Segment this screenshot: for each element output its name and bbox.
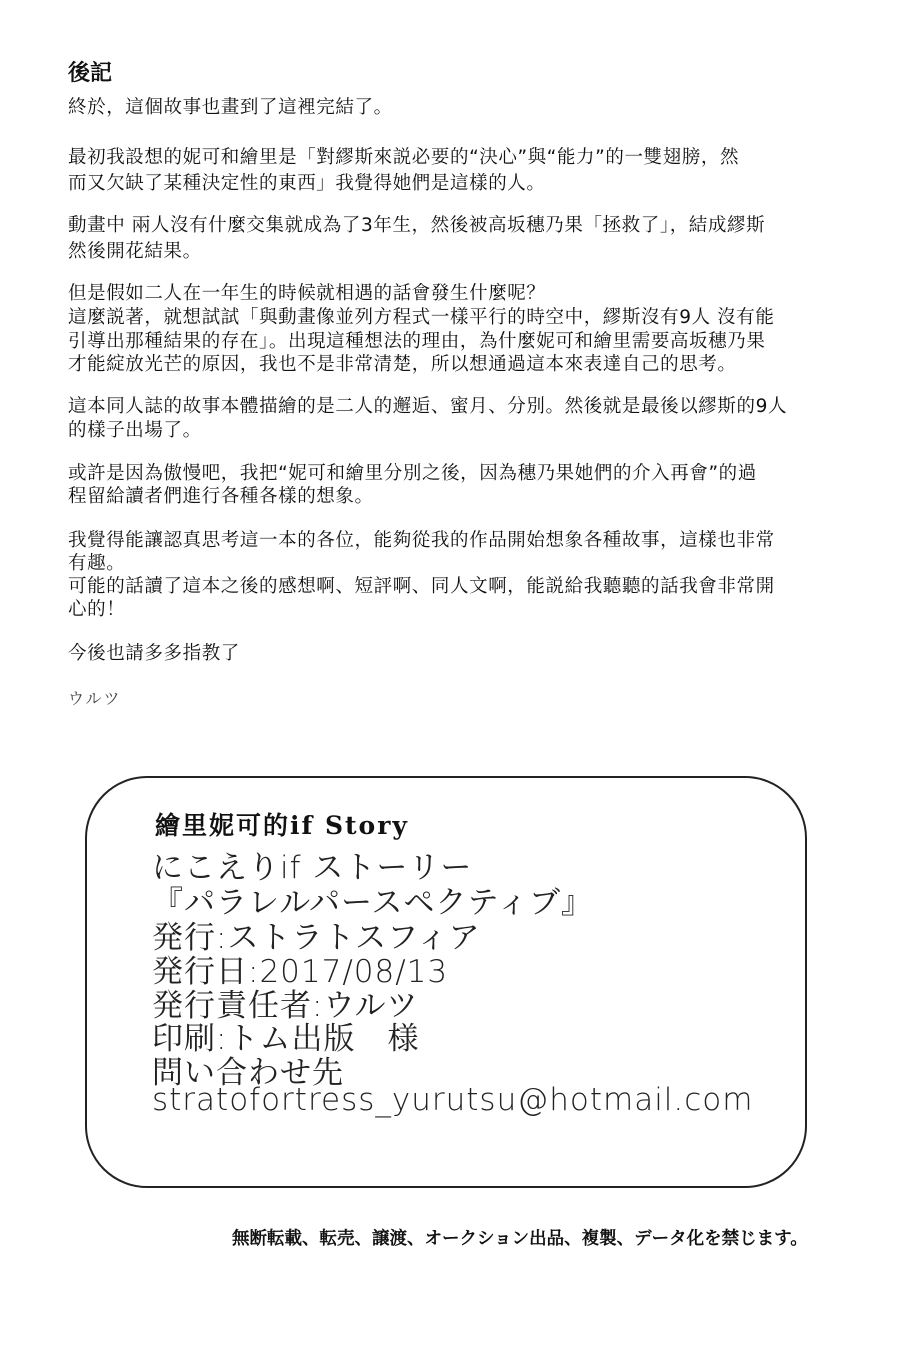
colophon-line: 『パラレルパースペクティブ』 [152, 885, 594, 921]
colophon-line: 発行:ストラトスフィア [152, 920, 481, 956]
body-line: 我覺得能讓認真思考這一本的各位，能夠從我的作品開始想象各種故事，這樣也非常 [68, 530, 775, 551]
colophon-line: 問い合わせ先 [152, 1055, 344, 1091]
body-line: 有趣。 [68, 553, 126, 574]
body-line: 引導出那種結果的存在」。出現這種想法的理由，為什麼妮可和繪里需要高坂穗乃果 [68, 331, 766, 352]
body-line: 程留給讀者們進行各種各樣的想象。 [68, 486, 374, 507]
colophon-line: 印刷:トム出版 様 [152, 1021, 420, 1057]
body-line: 今後也請多多指教了 [68, 643, 240, 664]
body-line: 終於，這個故事也畫到了這裡完結了。 [68, 97, 393, 118]
body-line: 才能綻放光芒的原因，我也不是非常清楚，所以想通過這本來表達自己的思考。 [68, 354, 737, 375]
colophon-title: 繪里妮可的if Story [155, 811, 409, 840]
body-line: 或許是因為傲慢吧，我把“妮可和繪里分別之後，因為穗乃果她們的介入再會”的過 [68, 463, 757, 484]
body-line: 然後開花結果。 [68, 241, 202, 262]
body-line: 但是假如二人在一年生的時候就相遇的話會發生什麼呢？ [68, 283, 546, 304]
body-line: 而又欠缺了某種決定性的東西」我覺得她們是這樣的人。 [68, 173, 546, 194]
page-title: 後記 [68, 61, 113, 86]
colophon-line: にこえりif ストーリー [152, 850, 473, 886]
body-line: 的樣子出場了。 [68, 420, 202, 441]
author-signature: ウルツ [68, 689, 122, 708]
body-line: 可能的話讀了這本之後的感想啊、短評啊、同人文啊，能説給我聽聽的話我會非常開 [68, 576, 775, 597]
body-line: 這本同人誌的故事本體描繪的是二人的邂逅、蜜月、分別。然後就是最後以繆斯的9人 [68, 396, 788, 417]
body-line: 最初我設想的妮可和繪里是「對繆斯來説必要的“決心”與“能力”的一雙翅膀，然 [68, 147, 740, 168]
colophon-line: 発行責任者:ウルツ [152, 988, 419, 1024]
body-line: 動畫中 兩人沒有什麼交集就成為了3年生，然後被高坂穗乃果「拯救了」，結成繆斯 [68, 215, 766, 236]
body-line: 心的！ [68, 599, 126, 620]
copyright-notice: 無断転載、転売、譲渡、オークション出品、複製、データ化を禁じます。 [232, 1229, 808, 1249]
body-line: 這麼説著，就想試試「與動畫像並列方程式一樣平行的時空中，繆斯沒有9人 沒有能 [68, 307, 775, 328]
colophon-contact-email: stratofortress_yurutsu@hotmail.com [152, 1082, 754, 1118]
colophon-line: 発行日:2017/08/13 [152, 954, 449, 990]
